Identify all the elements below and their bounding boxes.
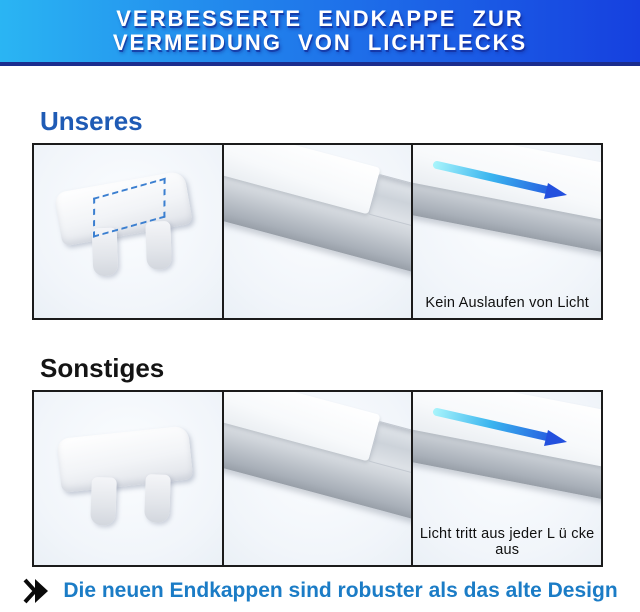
new-endcap-photo (54, 167, 202, 293)
old-endcap-photo (57, 423, 199, 540)
footer-claim (0, 574, 640, 608)
endcap-leg (90, 477, 117, 526)
others-comparison-row (32, 390, 603, 567)
ours-comparison-row (32, 143, 603, 320)
banner-title-line2: VERMEIDUNG VON LICHTLECKS (112, 30, 528, 55)
aluminum-channel-photo (222, 145, 412, 318)
section-heading-others: Sonstiges (40, 353, 165, 383)
banner-title-line1: VERBESSERTE ENDKAPPE ZUR (116, 5, 524, 31)
footer-claim-text: Die neuen Endkappen sind robuster als das alte Design (63, 579, 618, 602)
others-channel-photo-panel (222, 392, 412, 565)
ours-endcap-photo-panel (34, 145, 222, 318)
others-endcap-photo-panel (34, 392, 222, 565)
endcap-leg (144, 474, 171, 523)
endcap-face (56, 425, 193, 493)
light-direction-arrow-icon (427, 155, 587, 215)
others-result-photo-panel (411, 392, 601, 565)
section-heading-ours: Unseres (40, 106, 143, 136)
double-chevron-right-icon (22, 578, 50, 604)
others-result-caption: Licht tritt aus jeder L ü cke aus (419, 526, 595, 558)
light-direction-arrow-icon (427, 402, 587, 462)
ours-result-caption: Kein Auslaufen von Licht (425, 295, 589, 311)
header-banner (0, 0, 640, 66)
endcap-leg (145, 221, 172, 270)
aluminum-channel-photo (222, 392, 412, 565)
ours-channel-photo-panel (222, 145, 412, 318)
ours-result-photo-panel (411, 145, 601, 318)
